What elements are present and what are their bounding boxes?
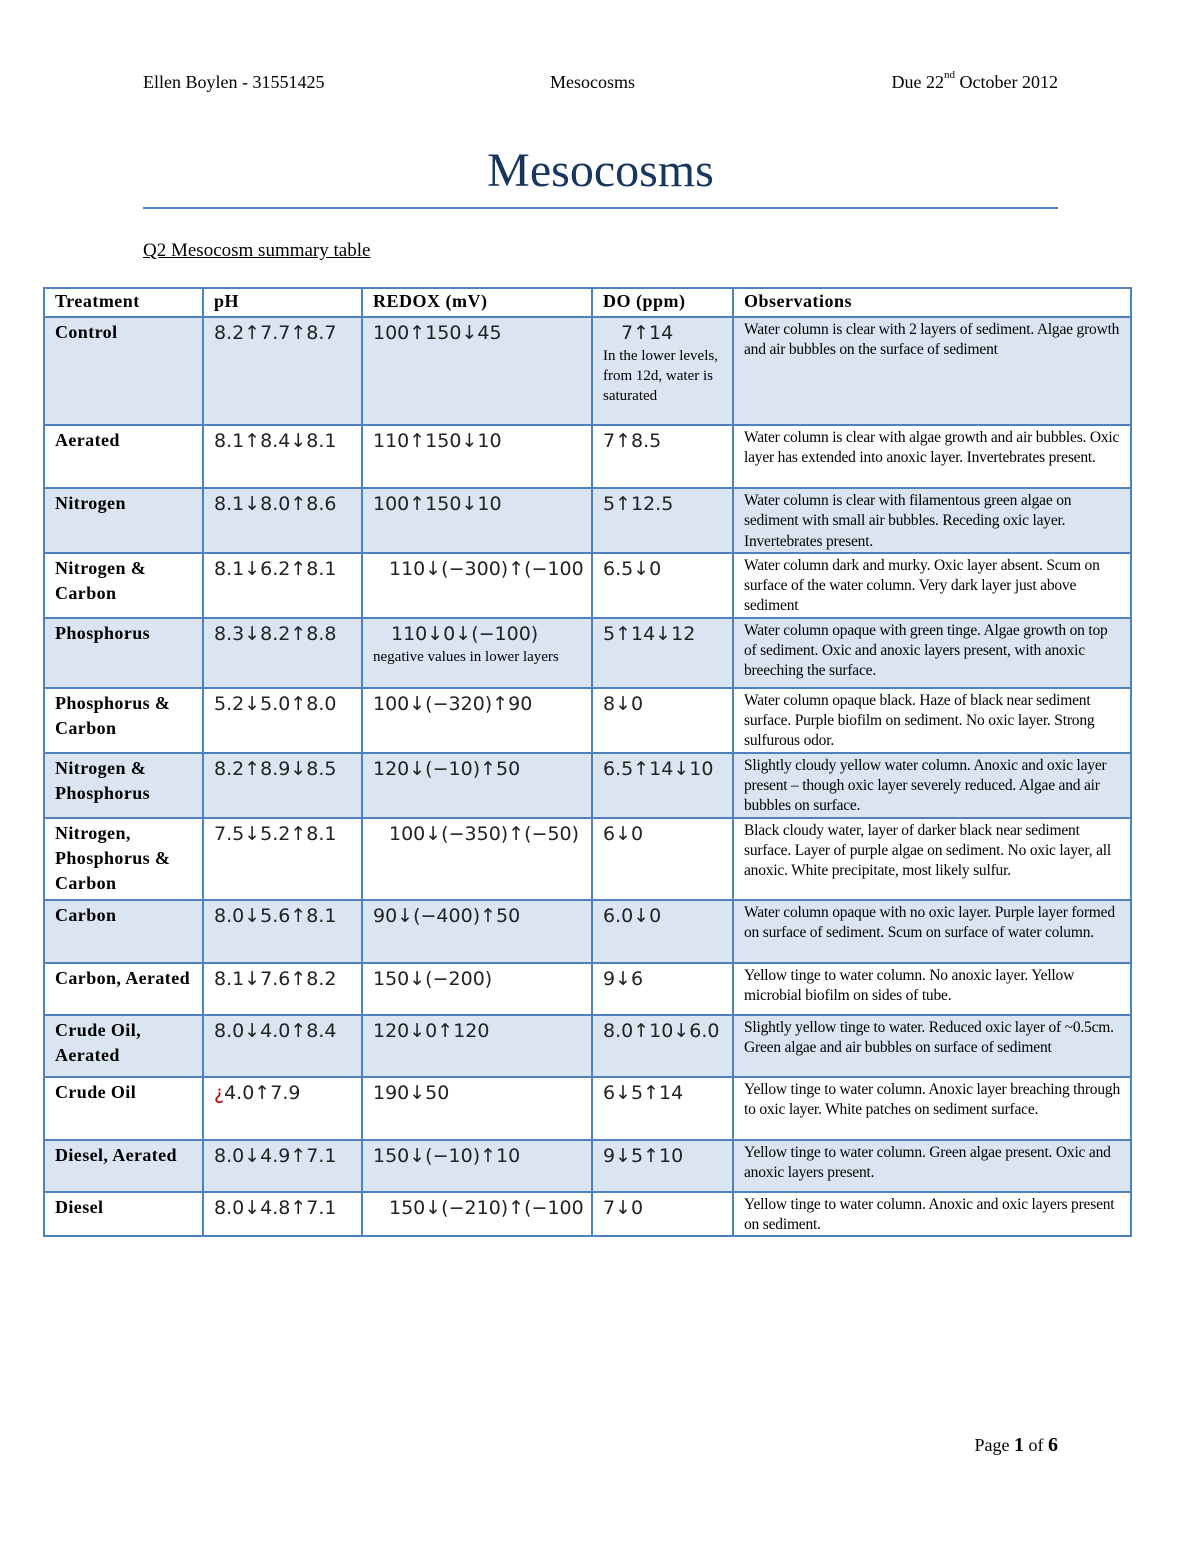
treatment-cell: Nitrogen & Phosphorus xyxy=(44,753,203,818)
ph-cell: 8.3↓8.2↑8.8 xyxy=(203,618,362,688)
do-cell: 6.5↓0 xyxy=(592,553,733,618)
do-cell: 5↑12.5 xyxy=(592,488,733,553)
ph-cell: 8.0↓5.6↑8.1 xyxy=(203,900,362,963)
ph-cell: 8.0↓4.9↑7.1 xyxy=(203,1140,362,1192)
ph-cell: 8.2↑7.7↑8.7 xyxy=(203,317,362,425)
ph-cell: 8.1↓8.0↑8.6 xyxy=(203,488,362,553)
header-topic: Mesocosms xyxy=(550,72,635,92)
due-prefix: Due 22 xyxy=(891,72,945,92)
do-cell xyxy=(592,317,733,425)
do-cell: 5↑14↓12 xyxy=(592,618,733,688)
observations-cell: Water column opaque black. Haze of black near sediment surface. Purple biofilm on sediment. No oxic layer. Strong sulfurous odor. xyxy=(733,688,1131,753)
do-cell: 7↓0 xyxy=(592,1192,733,1237)
observations-cell: Water column opaque with no oxic layer. Purple layer formed on surface of sediment. Scum on surface of water column. xyxy=(733,900,1131,963)
observations-cell: Water column is clear with algae growth and air bubbles. Oxic layer has extended into anoxic layer. Invertebrates present. xyxy=(733,425,1131,488)
column-header: Observations xyxy=(733,288,1131,317)
treatment-cell: Phosphorus xyxy=(44,618,203,688)
redox-cell: 150↓(−210)↑(−100 xyxy=(362,1192,592,1237)
ph-cell xyxy=(203,1077,362,1140)
redox-cell: 100↑150↓10 xyxy=(362,488,592,553)
page-header xyxy=(143,69,1058,96)
observations-cell: Water column opaque with green tinge. Algae growth on top of sediment. Oxic and anoxic layers present, with anoxic breeching the surface. xyxy=(733,618,1131,688)
table-row xyxy=(44,553,1131,618)
page-number: 1 xyxy=(1014,1434,1024,1456)
treatment-cell: Carbon, Aerated xyxy=(44,963,203,1015)
observations-cell: Yellow tinge to water column. Anoxic and oxic layers present on sediment. xyxy=(733,1192,1131,1237)
due-suffix: October 2012 xyxy=(955,72,1058,92)
observations-cell: Yellow tinge to water column. Green algae present. Oxic and anoxic layers present. xyxy=(733,1140,1131,1192)
table-row xyxy=(44,1015,1131,1077)
table-caption: Q2 Mesocosm summary table xyxy=(143,240,371,261)
redox-cell: 150↓(−10)↑10 xyxy=(362,1140,592,1192)
ph-unknown-mark: ¿ xyxy=(214,1081,225,1104)
observations-cell: Water column dark and murky. Oxic layer absent. Scum on surface of the water column. Very dark layer just above sediment xyxy=(733,553,1131,618)
do-cell: 6↓0 xyxy=(592,818,733,900)
do-cell: 7↑8.5 xyxy=(592,425,733,488)
page-total: 6 xyxy=(1048,1434,1058,1456)
do-cell: 6.0↓0 xyxy=(592,900,733,963)
ph-cell: 8.1↓7.6↑8.2 xyxy=(203,963,362,1015)
column-header: Treatment xyxy=(44,288,203,317)
ph-cell: 8.0↓4.8↑7.1 xyxy=(203,1192,362,1237)
redox-cell xyxy=(362,618,592,688)
column-header: pH xyxy=(203,288,362,317)
redox-cell: 100↑150↓45 xyxy=(362,317,592,425)
do-cell: 9↓6 xyxy=(592,963,733,1015)
table-row xyxy=(44,688,1131,753)
page-footer xyxy=(975,1434,1059,1457)
ph-value: 4.0↑7.9 xyxy=(224,1081,301,1104)
table-row xyxy=(44,317,1131,425)
header-author: Ellen Boylen - 31551425 xyxy=(143,72,325,92)
table-row xyxy=(44,425,1131,488)
footer-prefix: Page xyxy=(974,1435,1014,1455)
treatment-cell: Control xyxy=(44,317,203,425)
footer-middle: of xyxy=(1024,1435,1048,1455)
document-title: Mesocosms xyxy=(487,144,714,197)
do-value: 7↑14 xyxy=(621,322,674,344)
redox-cell: 120↓0↑120 xyxy=(362,1015,592,1077)
ph-cell: 5.2↓5.0↑8.0 xyxy=(203,688,362,753)
ph-cell: 8.1↓6.2↑8.1 xyxy=(203,553,362,618)
redox-cell: 150↓(−200) xyxy=(362,963,592,1015)
ph-cell: 8.0↓4.0↑8.4 xyxy=(203,1015,362,1077)
observations-cell: Yellow tinge to water column. Anoxic layer breaching through to oxic layer. White patches on sediment surface. xyxy=(733,1077,1131,1140)
treatment-cell: Carbon xyxy=(44,900,203,963)
observations-cell: Water column is clear with filamentous green algae on sediment with small air bubbles. Receding oxic layer. Invertebrates present. xyxy=(733,488,1131,553)
title-divider xyxy=(143,207,1058,209)
do-cell: 9↓5↑10 xyxy=(592,1140,733,1192)
observations-cell: Yellow tinge to water column. No anoxic layer. Yellow microbial biofilm on sides of tube. xyxy=(733,963,1131,1015)
redox-cell: 110↑150↓10 xyxy=(362,425,592,488)
treatment-cell: Crude Oil xyxy=(44,1077,203,1140)
redox-note: negative values in lower layers xyxy=(373,648,559,665)
treatment-cell: Crude Oil, Aerated xyxy=(44,1015,203,1077)
do-cell: 8.0↑10↓6.0 xyxy=(592,1015,733,1077)
treatment-cell: Nitrogen xyxy=(44,488,203,553)
table-row xyxy=(44,963,1131,1015)
do-cell: 6.5↑14↓10 xyxy=(592,753,733,818)
table-row xyxy=(44,488,1131,553)
table-row xyxy=(44,818,1131,900)
ph-cell: 8.2↑8.9↓8.5 xyxy=(203,753,362,818)
do-note: In the lower levels, from 12d, water is saturated xyxy=(603,348,718,404)
table-row xyxy=(44,1140,1131,1192)
mesocosm-summary-table xyxy=(43,287,1132,1237)
table-row xyxy=(44,1192,1131,1237)
do-cell: 6↓5↑14 xyxy=(592,1077,733,1140)
observations-cell: Water column is clear with 2 layers of sediment. Algae growth and air bubbles on the surface of sediment xyxy=(733,317,1131,425)
do-cell: 8↓0 xyxy=(592,688,733,753)
column-header: DO (ppm) xyxy=(592,288,733,317)
ph-cell: 7.5↓5.2↑8.1 xyxy=(203,818,362,900)
treatment-cell: Nitrogen, Phosphorus & Carbon xyxy=(44,818,203,900)
redox-cell: 120↓(−10)↑50 xyxy=(362,753,592,818)
column-header: REDOX (mV) xyxy=(362,288,592,317)
observations-cell: Black cloudy water, layer of darker black near sediment surface. Layer of purple algae on sediment. No oxic layer, all anoxic. White precipitate, most likely sulfur. xyxy=(733,818,1131,900)
redox-cell: 90↓(−400)↑50 xyxy=(362,900,592,963)
observations-cell: Slightly cloudy yellow water column. Anoxic and oxic layer present – though oxic layer severely reduced. Algae and air bubbles on surface. xyxy=(733,753,1131,818)
table-row xyxy=(44,618,1131,688)
header-due-date xyxy=(891,69,1058,93)
table-row xyxy=(44,900,1131,963)
redox-cell: 100↓(−350)↑(−50) xyxy=(362,818,592,900)
treatment-cell: Diesel, Aerated xyxy=(44,1140,203,1192)
redox-cell: 190↓50 xyxy=(362,1077,592,1140)
redox-cell: 110↓(−300)↑(−100 xyxy=(362,553,592,618)
treatment-cell: Diesel xyxy=(44,1192,203,1237)
table-row xyxy=(44,753,1131,818)
due-superscript: nd xyxy=(944,69,956,81)
table-row xyxy=(44,1077,1131,1140)
observations-cell: Slightly yellow tinge to water. Reduced oxic layer of ~0.5cm. Green algae and air bubbles on surface of sediment xyxy=(733,1015,1131,1077)
treatment-cell: Nitrogen & Carbon xyxy=(44,553,203,618)
treatment-cell: Aerated xyxy=(44,425,203,488)
treatment-cell: Phosphorus & Carbon xyxy=(44,688,203,753)
table-header-row xyxy=(44,288,1131,317)
redox-value: 110↓0↓(−100) xyxy=(391,622,539,645)
redox-cell: 100↓(−320)↑90 xyxy=(362,688,592,753)
ph-cell: 8.1↑8.4↓8.1 xyxy=(203,425,362,488)
